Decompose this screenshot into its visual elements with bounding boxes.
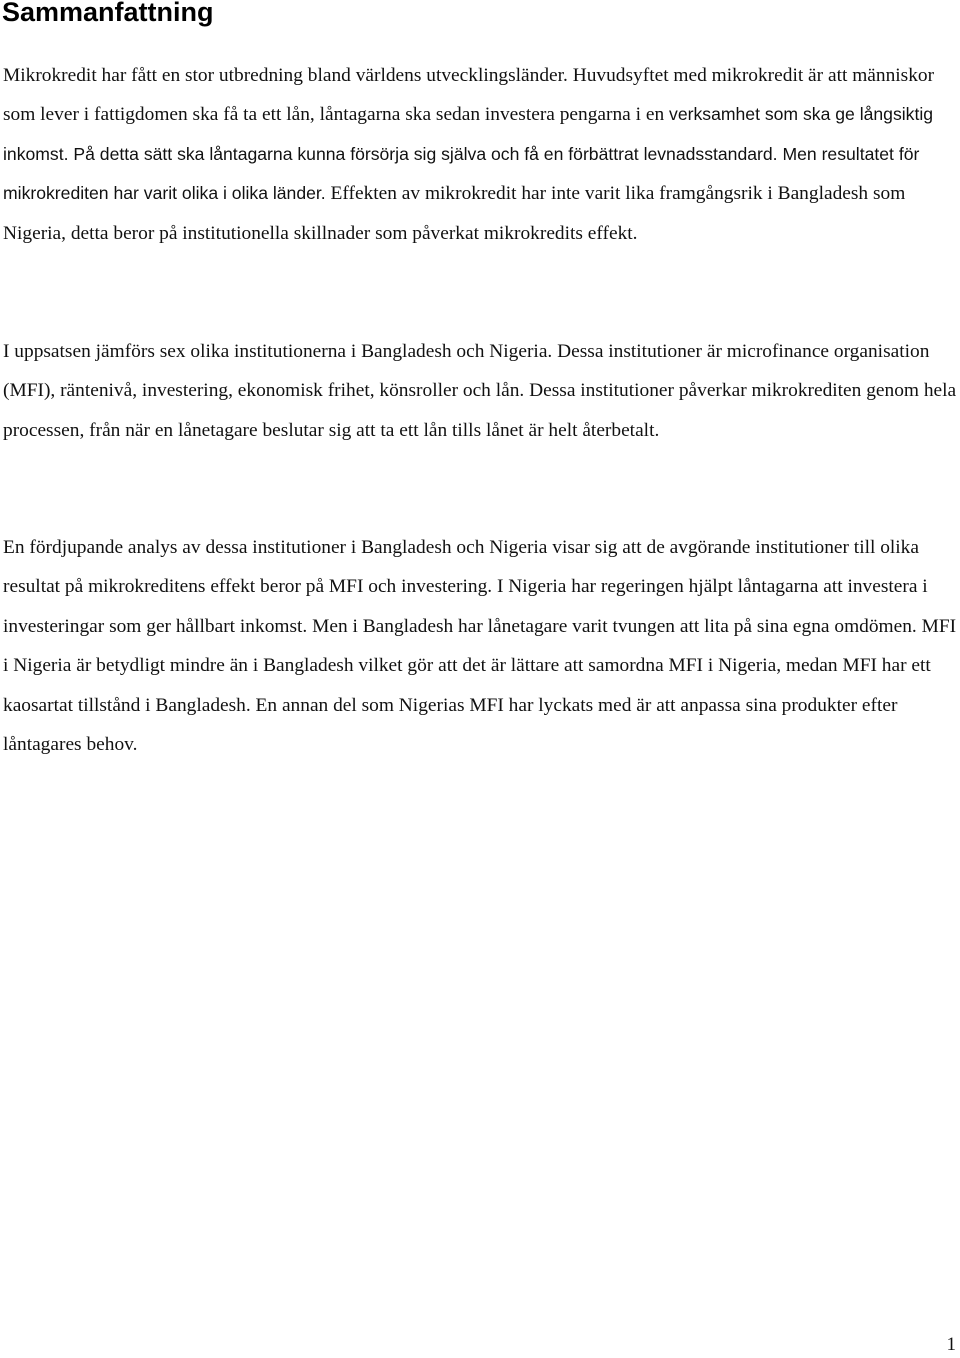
paragraph-analysis: En fördjupande analys av dessa institutioner i Bangladesh och Nigeria visar sig att de avgörande institutioner till olika resultat på mikrokreditens effekt beror på MFI och investering. I Nigeria har regeringen hjälpt låntagarna att investera i investeringar som ger hållbart inkomst. Men i Bangladesh har lånetagare varit tvungen att lita på sina egna omdömen. MFI i Nigeria är betydligt mindre än i Bangladesh vilket gör att det är lättare att samordna MFI i Nigeria, medan MFI har ett kaosartat tillstånd i Bangladesh. En annan del som Nigerias MFI har lyckats med är att anpassa sina produkter efter låntagares behov. [3,537,957,756]
paragraph-institutions: I uppsatsen jämförs sex olika institutionerna i Bangladesh och Nigeria. Dessa institutioner är microfinance organisation (MFI), räntenivå, investering, ekonomisk frihet, könsroller och lån. Dessa institutioner påverkar mikrokrediten genom hela processen, från när en lånetagare beslutar sig att ta ett lån tills lånet är helt återbetalt. [3,341,957,441]
paragraph-intro-sans-run: verksamhet som ska ge långsiktig inkomst. På detta sätt ska låntagarna kunna försörja sig själva och få en förbättrat levnadsstandard. Men resultatet för mikrokrediten har varit olika i olika länder. [3,104,934,204]
paragraph-intro-serif-end: Effekten av mikrokredit har inte varit lika framgångsrik i Bangladesh som Nigeria, detta beror på institutionella skillnader som påverkat mikrokredits effekt. [3,183,906,244]
paragraph-intro [3,56,960,253]
paragraph-intro-serif-start: Mikrokredit har fått en stor utbredning bland världens utvecklingsländer. Huvudsyftet med mikrokredit är att människor som lever i fattigdomen ska få ta ett lån, låntagarna ska sedan investera pengarna i en [3,65,935,126]
section-heading: Sammanfattning [2,0,214,27]
page-number: 1 [946,1334,956,1355]
